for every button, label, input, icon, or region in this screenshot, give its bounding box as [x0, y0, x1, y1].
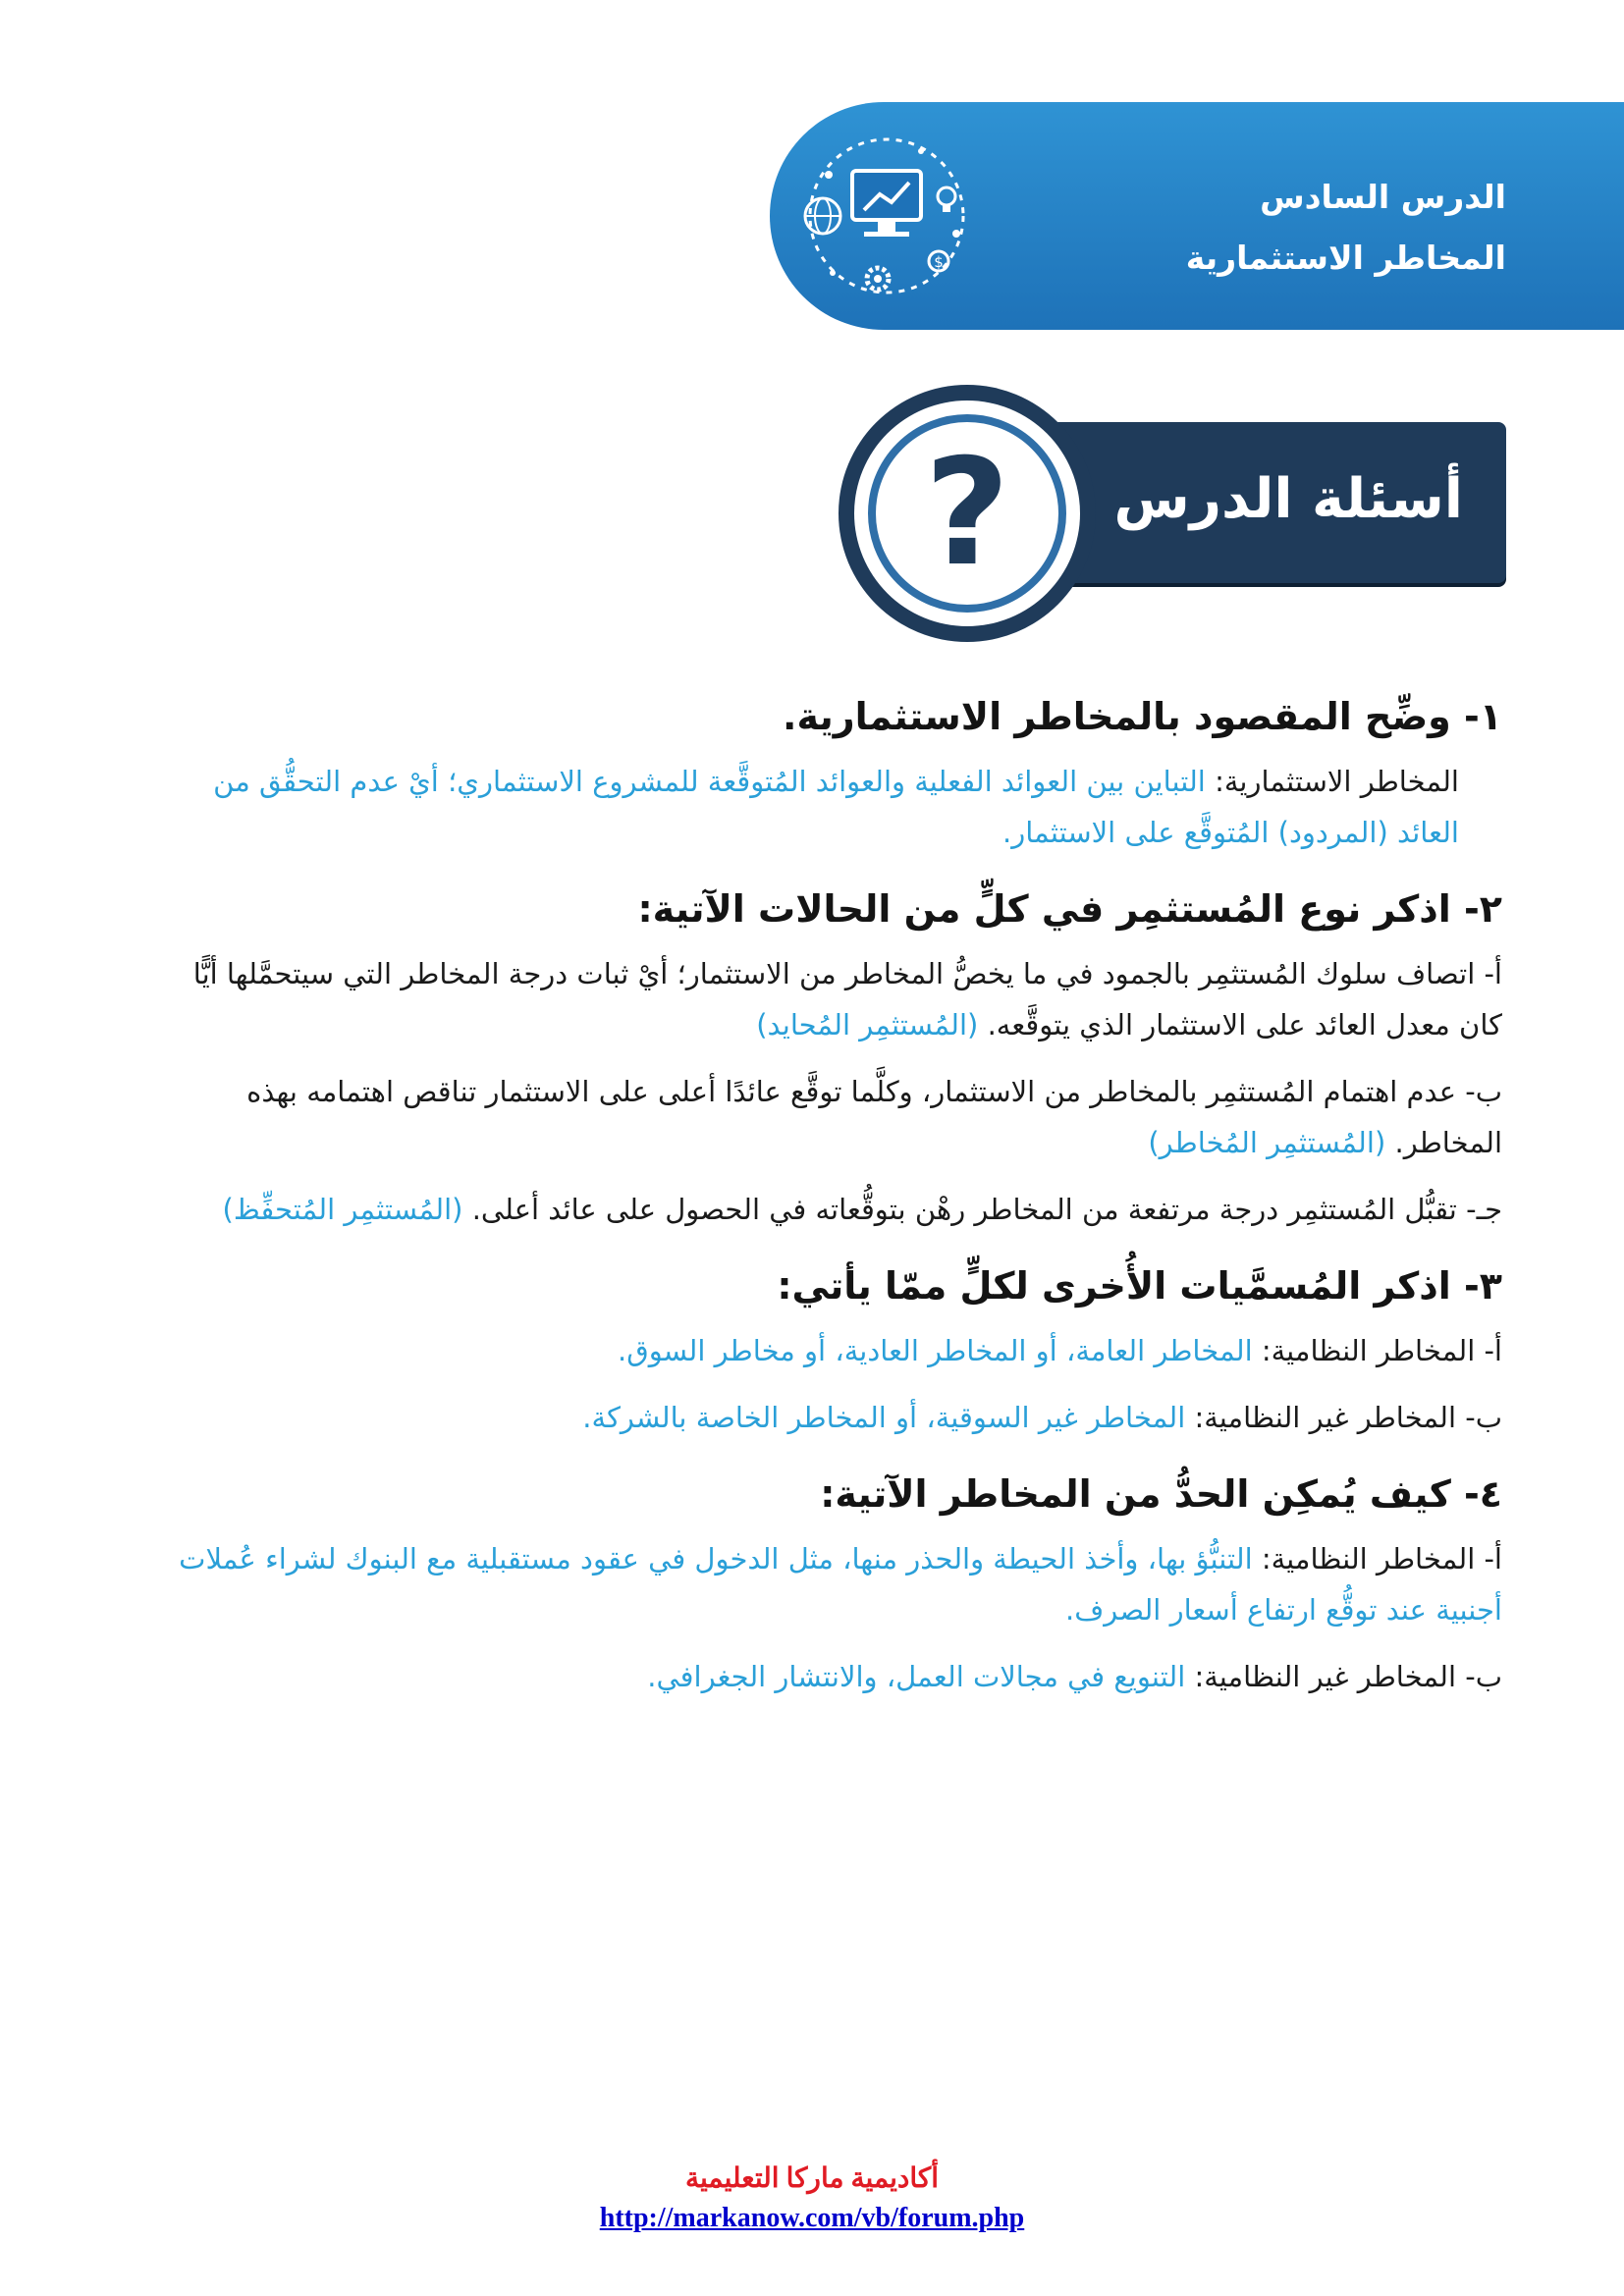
item-prefix: جـ-	[1466, 1193, 1502, 1226]
question-3	[147, 1256, 1502, 1443]
questions-header-title: أسئلة الدرس	[1113, 467, 1463, 531]
question-3-item-a	[147, 1325, 1502, 1376]
question-4-text: ٤- كيف يُمكِن الحدُّ من المخاطر الآتية:	[820, 1472, 1502, 1516]
question-2-item-c	[147, 1184, 1502, 1235]
dollar-icon	[929, 251, 948, 271]
lesson-banner	[770, 102, 1624, 330]
question-2-text: ٢- اذكر نوع المُستثمِر في كلٍّ من الحالات الآتية:	[637, 887, 1502, 931]
lesson-number: الدرس السادس	[1260, 178, 1506, 216]
monitor-chart-icon	[852, 171, 921, 237]
question-4-item-a	[147, 1533, 1502, 1635]
item-answer: المخاطر العامة، أو المخاطر العادية، أو مخاطر السوق.	[617, 1334, 1253, 1367]
item-answer: المخاطر غير السوقية، أو المخاطر الخاصة بالشركة.	[582, 1401, 1186, 1434]
term: المخاطر غير النظامية:	[1194, 1401, 1457, 1434]
question-2-item-a	[147, 948, 1502, 1050]
term: المخاطر النظامية:	[1261, 1334, 1476, 1367]
question-4-item-b	[147, 1651, 1502, 1702]
question-1-answer	[147, 756, 1459, 858]
lightbulb-icon	[938, 187, 955, 212]
question-3-item-b	[147, 1392, 1502, 1443]
question-1	[147, 687, 1502, 858]
term: المخاطر الاستثمارية:	[1215, 765, 1459, 798]
banner-graphic	[784, 126, 990, 306]
item-answer: (المُستثمِر المُحايد)	[756, 1008, 979, 1041]
item-answer: (المُستثمِر المُخاطر)	[1148, 1126, 1386, 1159]
item-prefix: ب-	[1465, 1075, 1502, 1108]
banner-text	[1186, 167, 1506, 289]
item-prefix: أ-	[1484, 957, 1502, 990]
item-text: عدم اهتمام المُستثمِر بالمخاطر من الاستثمار، وكلَّما توقَّع عائدًا أعلى على الاستثمار تناقص اهتمامه بهذه المخاطر.	[246, 1075, 1502, 1159]
item-answer: (المُستثمِر المُتحفِّظ)	[222, 1193, 463, 1226]
globe-icon	[805, 198, 840, 234]
question-4	[147, 1465, 1502, 1702]
question-mark-icon: ?	[868, 414, 1066, 613]
term: المخاطر النظامية:	[1261, 1542, 1476, 1575]
footer	[0, 2160, 1624, 2238]
item-prefix: أ-	[1484, 1334, 1502, 1367]
question-2	[147, 880, 1502, 1235]
question-badge	[839, 385, 1096, 642]
footer-academy-name: أكاديمية ماركا التعليمية	[684, 2163, 940, 2194]
item-answer: التنبُّؤ بها، وأخذ الحيطة والحذر منها، مثل الدخول في عقود مستقبلية مع البنوك لشراء عُملات أجنبية عند توقُّع ارتفاع أسعار الصرف.	[179, 1542, 1502, 1627]
question-3-text: ٣- اذكر المُسمَّيات الأُخرى لكلٍّ ممّا يأتي:	[777, 1264, 1502, 1308]
term: المخاطر غير النظامية:	[1194, 1660, 1457, 1693]
svg-text:$: $	[934, 253, 944, 271]
gear-icon	[867, 268, 889, 290]
footer-link[interactable]: http://markanow.com/vb/forum.php	[599, 2203, 1025, 2233]
item-answer: التنويع في مجالات العمل، والانتشار الجغرافي.	[647, 1660, 1186, 1693]
lesson-questions	[147, 687, 1502, 1724]
questions-header	[839, 385, 1506, 642]
question-2-item-b	[147, 1066, 1502, 1168]
item-prefix: أ-	[1484, 1542, 1502, 1575]
answer-text: التباين بين العوائد الفعلية والعوائد المُتوقَّعة للمشروع الاستثماري؛ أيْ عدم التحقُّق من العائد (المردود) المُتوقَّع على الاستثمار.	[213, 765, 1459, 849]
item-text: تقبُّل المُستثمِر درجة مرتفعة من المخاطر رهْن بتوقُّعاته في الحصول على عائد أعلى.	[471, 1193, 1457, 1226]
item-text: اتصاف سلوك المُستثمِر بالجمود في ما يخصُّ المخاطر من الاستثمار؛ أيْ ثبات درجة المخاطر التي سيتحمَّلها أيًّا كان معدل العائد على الاستثمار الذي يتوقَّعه.	[192, 957, 1502, 1041]
question-1-text: ١- وضِّح المقصود بالمخاطر الاستثمارية.	[783, 695, 1502, 738]
item-prefix: ب-	[1465, 1401, 1502, 1434]
lesson-title: المخاطر الاستثمارية	[1185, 239, 1506, 277]
item-prefix: ب-	[1465, 1660, 1502, 1693]
